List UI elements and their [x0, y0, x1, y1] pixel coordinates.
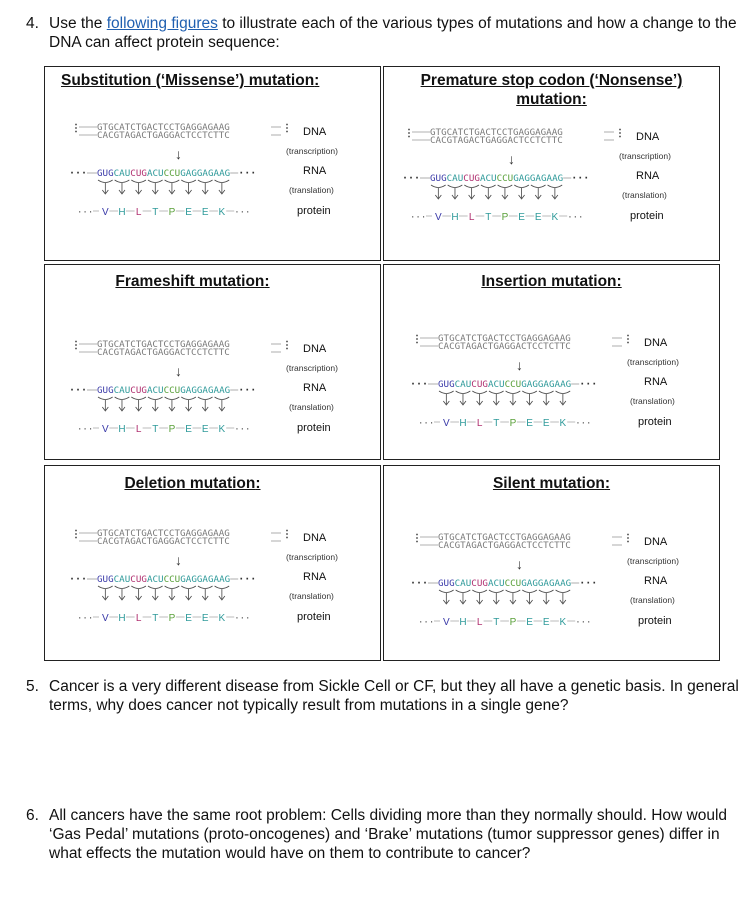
- protein-dots-left: ···: [77, 208, 94, 218]
- translation-label: (translation): [622, 190, 667, 200]
- amino-acid: P: [509, 617, 517, 628]
- rna-codon: GAG: [196, 574, 214, 585]
- amino-acid: E: [526, 617, 533, 628]
- rna-codon: ACU: [479, 173, 497, 184]
- diagram-mark: [539, 391, 554, 394]
- amino-acid: L: [135, 424, 142, 435]
- question-number: 6.: [26, 807, 39, 824]
- diagram-mark: [215, 180, 230, 183]
- diagram-mark: [131, 180, 146, 183]
- rna-codon: GUG: [438, 379, 455, 390]
- central-dogma-svg: [408, 334, 704, 444]
- protein-dots-right: ···: [575, 618, 592, 628]
- rna-codon: CUG: [463, 173, 480, 184]
- rna-codon: GAG: [513, 173, 530, 184]
- rna-codon: GAG: [537, 379, 555, 390]
- rna-codon: CAU: [454, 578, 472, 589]
- diagram-mark: [148, 586, 163, 589]
- dna-dots-left: ⋮: [71, 123, 81, 134]
- box-title: Substitution (‘Missense’) mutation:: [61, 72, 320, 89]
- rna-label: RNA: [303, 382, 327, 394]
- rna-codon: AAG: [213, 168, 231, 179]
- amino-acid: V: [434, 212, 442, 223]
- dna-label: DNA: [303, 343, 327, 355]
- box-title: Premature stop codon (‘Nonsense’) mutation:: [420, 72, 683, 108]
- amino-acid: P: [168, 424, 176, 435]
- transcription-arrow: ↓: [516, 556, 523, 572]
- protein-label: protein: [297, 205, 331, 217]
- translation-label: (translation): [630, 396, 675, 406]
- amino-acid: T: [152, 613, 159, 624]
- protein-label: protein: [297, 611, 331, 623]
- box-title: Insertion mutation:: [481, 273, 622, 290]
- box-title: Frameshift mutation:: [115, 273, 270, 290]
- rna-dots-right: ···: [579, 379, 598, 390]
- rna-codon: CUG: [130, 574, 147, 585]
- transcription-arrow: ↓: [175, 552, 182, 568]
- rna-codon: AAG: [554, 578, 572, 589]
- central-dogma-svg: [67, 340, 363, 450]
- diagram-mark: [522, 391, 537, 394]
- diagram-mark: [165, 586, 180, 589]
- diagram-mark: [198, 586, 213, 589]
- transcription-label: (transcription): [627, 556, 679, 566]
- transcription-label: (transcription): [286, 146, 338, 156]
- dna-dots-right: ⋮: [615, 128, 625, 139]
- box-nonsense: [383, 66, 720, 261]
- transcription-label: (transcription): [619, 151, 671, 161]
- rna-codon: ACU: [146, 385, 164, 396]
- diagram-mark: [198, 180, 213, 183]
- rna-codon: CAU: [113, 574, 131, 585]
- rna-dots-left: ···: [69, 168, 88, 179]
- amino-acid: P: [509, 418, 517, 429]
- box-frameshift: [44, 264, 381, 460]
- rna-codon: CCU: [163, 574, 181, 585]
- rna-dots-right: ···: [238, 385, 257, 396]
- rna-codon: CUG: [471, 578, 488, 589]
- transcription-arrow: ↓: [175, 146, 182, 162]
- diagram-mark: [115, 586, 130, 589]
- protein-dots-left: ···: [418, 618, 435, 628]
- rna-codon: CAU: [446, 173, 464, 184]
- amino-acid: V: [101, 424, 109, 435]
- diagram-mark: [98, 586, 113, 589]
- dna-bottom-strand: CACGTAGACTGAGGACTCCTCTTC: [438, 341, 571, 352]
- rna-codon: GUG: [97, 168, 114, 179]
- diagram-mark: [548, 185, 563, 188]
- dna-top-strand: GTGCATCTGACTCCTGAGGAGAAG: [438, 334, 571, 344]
- mutation-diagram: [408, 533, 704, 643]
- rna-codon: CAU: [454, 379, 472, 390]
- diagram-mark: [514, 185, 529, 188]
- protein-dots-right: ···: [575, 419, 592, 429]
- dna-label: DNA: [636, 131, 660, 143]
- diagram-mark: [215, 397, 230, 400]
- rna-dots-left: ···: [410, 379, 429, 390]
- dna-top-strand: GTGCATCTGACTCCTGAGGAGAAG: [97, 529, 230, 539]
- rna-label: RNA: [636, 170, 660, 182]
- rna-label: RNA: [644, 575, 668, 587]
- rna-dots-right: ···: [579, 578, 598, 589]
- diagram-mark: [131, 586, 146, 589]
- diagram-mark: [456, 590, 471, 593]
- mutation-diagram: [408, 334, 704, 444]
- amino-acid: E: [526, 418, 533, 429]
- amino-acid: H: [451, 212, 459, 223]
- dna-dots-left: ⋮: [71, 529, 81, 540]
- dna-label: DNA: [303, 532, 327, 544]
- amino-acid: H: [118, 207, 126, 218]
- rna-codon: GAG: [521, 578, 538, 589]
- rna-codon: CUG: [471, 379, 488, 390]
- dna-dots-right: ⋮: [282, 123, 292, 134]
- rna-codon: GAG: [529, 173, 547, 184]
- amino-acid: T: [152, 424, 159, 435]
- dna-label: DNA: [644, 536, 668, 548]
- amino-acid: E: [534, 212, 542, 223]
- rna-codon: CCU: [504, 379, 522, 390]
- protein-dots-left: ···: [418, 419, 435, 429]
- diagram-mark: [431, 185, 446, 188]
- mutation-diagram: [67, 123, 363, 233]
- amino-acid: K: [218, 207, 226, 218]
- amino-acid: E: [518, 212, 525, 223]
- amino-acid: P: [168, 613, 176, 624]
- amino-acid: L: [135, 207, 142, 218]
- amino-acid: K: [559, 617, 567, 628]
- rna-label: RNA: [303, 571, 327, 583]
- mutation-diagram: [400, 128, 696, 238]
- amino-acid: L: [476, 617, 483, 628]
- rna-codon: CUG: [130, 168, 147, 179]
- diagram-mark: [556, 391, 571, 394]
- amino-acid: T: [485, 212, 492, 223]
- diagram-mark: [531, 185, 546, 188]
- rna-codon: GAG: [521, 379, 538, 390]
- rna-codon: AAG: [554, 379, 572, 390]
- mutation-diagram: [67, 340, 363, 450]
- rna-codon: CCU: [496, 173, 514, 184]
- rna-codon: ACU: [487, 379, 505, 390]
- box-silent: [383, 465, 720, 661]
- amino-acid: L: [468, 212, 475, 223]
- question-text: All cancers have the same root problem: Cells dividing more than they normally should. How would ‘Gas Pedal’ mutations (proto-oncogenes) and ‘Brake’ mutations (tumor suppressor genes) differ in what effects the mutation would have on them to contribute to cancer?: [49, 807, 728, 862]
- diagram-mark: [98, 180, 113, 183]
- rna-codon: AAG: [546, 173, 564, 184]
- amino-acid: E: [201, 424, 209, 435]
- amino-acid: P: [501, 212, 509, 223]
- diagram-mark: [439, 391, 454, 394]
- diagram-mark: [481, 185, 496, 188]
- amino-acid: H: [459, 418, 467, 429]
- diagram-mark: [115, 180, 130, 183]
- rna-codon: ACU: [487, 578, 505, 589]
- translation-label: (translation): [630, 595, 675, 605]
- transcription-label: (transcription): [286, 363, 338, 373]
- protein-dots-right: ···: [234, 614, 251, 624]
- question-number: 4.: [26, 15, 39, 32]
- diagram-mark: [181, 586, 196, 589]
- central-dogma-svg: [67, 123, 363, 233]
- diagram-mark: [148, 180, 163, 183]
- rna-dots-right: ···: [238, 574, 257, 585]
- rna-dots-left: ···: [69, 574, 88, 585]
- protein-label: protein: [638, 416, 672, 428]
- question-text: Cancer is a very different disease from Sickle Cell or CF, but they all have a genetic basis. In general terms, why does cancer not typically result from mutations in a single gene?: [49, 678, 739, 714]
- transcription-arrow: ↓: [508, 151, 515, 167]
- diagram-mark: [506, 590, 521, 593]
- dna-top-strand: GTGCATCTGACTCCTGAGGAGAAG: [97, 340, 230, 350]
- rna-codon: CCU: [504, 578, 522, 589]
- amino-acid: H: [459, 617, 467, 628]
- rna-codon: GAG: [180, 168, 197, 179]
- diagram-mark: [556, 590, 571, 593]
- rna-codon: GUG: [97, 574, 114, 585]
- transcription-label: (transcription): [286, 552, 338, 562]
- box-title: Silent mutation:: [492, 475, 611, 492]
- amino-acid: E: [542, 617, 550, 628]
- diagram-mark: [506, 391, 521, 394]
- diagram-mark: [472, 391, 487, 394]
- rna-codon: GUG: [438, 578, 455, 589]
- dna-dots-left: ⋮: [412, 334, 422, 345]
- rna-codon: AAG: [213, 385, 231, 396]
- diagram-mark: [439, 590, 454, 593]
- box-substitution: [44, 66, 381, 261]
- amino-acid: E: [185, 424, 192, 435]
- protein-label: protein: [630, 210, 664, 222]
- amino-acid: E: [201, 207, 209, 218]
- central-dogma-svg: [400, 128, 696, 238]
- rna-dots-left: ···: [402, 173, 421, 184]
- diagram-mark: [181, 397, 196, 400]
- amino-acid: E: [201, 613, 209, 624]
- rna-dots-left: ···: [69, 385, 88, 396]
- dna-dots-right: ⋮: [623, 334, 633, 345]
- dna-label: DNA: [303, 126, 327, 138]
- dna-dots-right: ⋮: [282, 529, 292, 540]
- dna-top-strand: GTGCATCTGACTCCTGAGGAGAAG: [438, 533, 571, 543]
- amino-acid: V: [101, 207, 109, 218]
- dna-bottom-strand: CACGTAGACTGAGGACTCCTCTTC: [438, 540, 571, 551]
- diagram-mark: [522, 590, 537, 593]
- rna-codon: GAG: [180, 574, 197, 585]
- diagram-mark: [215, 586, 230, 589]
- rna-dots-right: ···: [571, 173, 590, 184]
- diagram-mark: [115, 397, 130, 400]
- diagram-mark: [489, 590, 504, 593]
- dna-bottom-strand: CACGTAGACTGAGGACTCCTCTTC: [97, 536, 230, 547]
- translation-label: (translation): [289, 185, 334, 195]
- central-dogma-svg: [67, 529, 363, 639]
- amino-acid: L: [476, 418, 483, 429]
- protein-dots-right: ···: [234, 208, 251, 218]
- protein-dots-left: ···: [410, 213, 427, 223]
- rna-codon: GAG: [196, 385, 214, 396]
- amino-acid: E: [185, 613, 192, 624]
- dna-top-strand: GTGCATCTGACTCCTGAGGAGAAG: [430, 128, 563, 138]
- amino-acid: E: [185, 207, 192, 218]
- diagram-mark: [181, 180, 196, 183]
- dna-bottom-strand: CACGTAGACTGAGGACTCCTCTTC: [97, 347, 230, 358]
- diagram-mark: [464, 185, 479, 188]
- diagram-mark: [131, 397, 146, 400]
- rna-codon: CAU: [113, 168, 131, 179]
- mutation-diagram: [67, 529, 363, 639]
- diagram-mark: [498, 185, 513, 188]
- amino-acid: K: [218, 424, 226, 435]
- diagram-mark: [489, 391, 504, 394]
- rna-codon: CCU: [163, 168, 181, 179]
- diagram-mark: [448, 185, 463, 188]
- diagram-mark: [98, 397, 113, 400]
- protein-dots-left: ···: [77, 425, 94, 435]
- dna-bottom-strand: CACGTAGACTGAGGACTCCTCTTC: [97, 130, 230, 141]
- transcription-arrow: ↓: [175, 363, 182, 379]
- dna-dots-left: ⋮: [412, 533, 422, 544]
- protein-label: protein: [297, 422, 331, 434]
- amino-acid: P: [168, 207, 176, 218]
- rna-codon: AAG: [213, 574, 231, 585]
- dna-dots-left: ⋮: [71, 340, 81, 351]
- box-deletion: [44, 465, 381, 661]
- dna-bottom-strand: CACGTAGACTGAGGACTCCTCTTC: [430, 135, 563, 146]
- rna-codon: GAG: [537, 578, 555, 589]
- diagram-mark: [198, 397, 213, 400]
- dna-dots-left: ⋮: [404, 128, 414, 139]
- amino-acid: T: [152, 207, 159, 218]
- translation-label: (translation): [289, 402, 334, 412]
- protein-dots-right: ···: [234, 425, 251, 435]
- transcription-arrow: ↓: [516, 357, 523, 373]
- rna-codon: CAU: [113, 385, 131, 396]
- amino-acid: K: [551, 212, 559, 223]
- rna-codon: CCU: [163, 385, 181, 396]
- diagram-mark: [472, 590, 487, 593]
- amino-acid: T: [493, 617, 500, 628]
- diagram-mark: [456, 391, 471, 394]
- rna-codon: GAG: [180, 385, 197, 396]
- protein-dots-left: ···: [77, 614, 94, 624]
- amino-acid: H: [118, 424, 126, 435]
- diagram-mark: [539, 590, 554, 593]
- amino-acid: K: [218, 613, 226, 624]
- amino-acid: L: [135, 613, 142, 624]
- question-number: 5.: [26, 678, 39, 695]
- dna-label: DNA: [644, 337, 668, 349]
- central-dogma-svg: [408, 533, 704, 643]
- question-text: Use the following figures to illustrate each of the various types of mutations and how a change to the DNA can affect protein sequence:: [49, 15, 737, 51]
- box-title: Deletion mutation:: [124, 475, 261, 492]
- rna-codon: CUG: [130, 385, 147, 396]
- rna-codon: GUG: [430, 173, 447, 184]
- translation-label: (translation): [289, 591, 334, 601]
- protein-dots-right: ···: [567, 213, 584, 223]
- box-insertion: [383, 264, 720, 460]
- rna-dots-right: ···: [238, 168, 257, 179]
- dna-top-strand: GTGCATCTGACTCCTGAGGAGAAG: [97, 123, 230, 133]
- diagram-mark: [148, 397, 163, 400]
- dna-dots-right: ⋮: [282, 340, 292, 351]
- rna-label: RNA: [644, 376, 668, 388]
- amino-acid: E: [542, 418, 550, 429]
- rna-codon: ACU: [146, 574, 164, 585]
- following-figures-link[interactable]: following figures: [106, 15, 218, 32]
- rna-label: RNA: [303, 165, 327, 177]
- amino-acid: K: [559, 418, 567, 429]
- rna-codon: GAG: [196, 168, 214, 179]
- diagram-mark: [165, 180, 180, 183]
- transcription-label: (transcription): [627, 357, 679, 367]
- rna-codon: ACU: [146, 168, 164, 179]
- amino-acid: V: [101, 613, 109, 624]
- rna-codon: GUG: [97, 385, 114, 396]
- amino-acid: T: [493, 418, 500, 429]
- protein-label: protein: [638, 615, 672, 627]
- diagram-mark: [165, 397, 180, 400]
- amino-acid: V: [442, 617, 450, 628]
- amino-acid: V: [442, 418, 450, 429]
- amino-acid: H: [118, 613, 126, 624]
- dna-dots-right: ⋮: [623, 533, 633, 544]
- rna-dots-left: ···: [410, 578, 429, 589]
